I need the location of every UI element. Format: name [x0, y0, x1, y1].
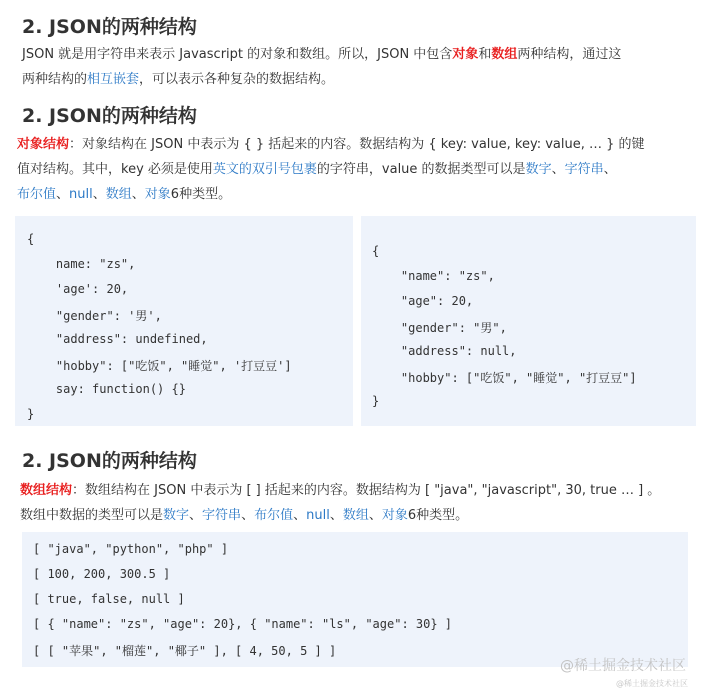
text-segment: ：对象结构在 JSON 中表示为 { } 括起来的内容。数据结构为 { key: value, key: value, … } 的键: [69, 137, 645, 152]
text-segment: 和: [478, 47, 492, 62]
paragraph-line: [22, 67, 621, 92]
section-1-heading: 2. JSON的两种结构: [22, 16, 197, 38]
highlight-blue-text: 对象: [144, 187, 171, 202]
section-2-paragraph: [17, 132, 645, 207]
highlight-blue-text: null: [69, 187, 93, 202]
paragraph-line: [20, 503, 660, 528]
highlight-red-text: 对象: [452, 47, 479, 62]
text-segment: 、: [189, 508, 203, 523]
text-segment: 、: [551, 162, 565, 177]
text-segment: 、: [293, 508, 307, 523]
code-line: }: [27, 407, 35, 421]
text-segment: 两种结构，通过这: [517, 47, 622, 62]
paragraph-line: [22, 42, 621, 67]
paragraph-line: [17, 157, 645, 182]
code-block-json-object: [361, 216, 696, 426]
text-segment: ，可以表示各种复杂的数据结构。: [139, 72, 335, 87]
code-line: "gender": '男',: [27, 309, 162, 323]
code-line: }: [372, 394, 380, 408]
section-2-heading: 2. JSON的两种结构: [22, 105, 197, 127]
text-segment: 、: [56, 187, 70, 202]
paragraph-line: [20, 478, 660, 503]
highlight-blue-text: 相互嵌套: [87, 72, 140, 87]
highlight-red-text: 数组结构: [20, 483, 73, 498]
highlight-blue-text: 布尔值: [254, 508, 294, 523]
text-segment: 、: [368, 508, 382, 523]
code-line: say: function() {}: [27, 382, 186, 396]
text-segment: 值对结构。其中，key 必须是使用: [17, 162, 213, 177]
code-line: {: [27, 232, 35, 246]
highlight-blue-text: 数组: [105, 187, 132, 202]
text-segment: 、: [92, 187, 106, 202]
text-segment: 、: [603, 162, 617, 177]
code-line: [ [ "苹果", "榴莲", "椰子" ], [ 4, 50, 5 ] ]: [33, 644, 337, 658]
code-line: {: [372, 244, 380, 258]
code-line: name: "zs",: [27, 257, 136, 271]
code-line: "hobby": ["吃饭", "睡觉", '打豆豆']: [27, 359, 292, 373]
highlight-blue-text: null: [306, 508, 330, 523]
code-line: [ true, false, null ]: [33, 592, 185, 606]
text-segment: 、: [131, 187, 145, 202]
code-line: [ { "name": "zs", "age": 20}, { "name": "ls", "age": 30} ]: [33, 617, 453, 631]
highlight-blue-text: 数字: [163, 508, 190, 523]
watermark-text: @稀土掘金技术社区: [560, 658, 686, 674]
paragraph-line: [17, 132, 645, 157]
code-block-js-object: [15, 216, 353, 426]
section-3-paragraph: [20, 478, 660, 528]
code-line: 'age': 20,: [27, 282, 129, 296]
code-line: "address": null,: [372, 344, 517, 358]
code-line: "hobby": ["吃饭", "睡觉", "打豆豆"]: [372, 371, 637, 385]
text-segment: 、: [329, 508, 343, 523]
text-segment: 的字符串，value 的数据类型可以是: [316, 162, 526, 177]
paragraph-line: [17, 182, 645, 207]
text-segment: 6种类型。: [170, 187, 232, 202]
text-segment: 数组中数据的类型可以是: [20, 508, 164, 523]
text-segment: 两种结构的: [22, 72, 88, 87]
code-line: "address": undefined,: [27, 332, 208, 346]
highlight-blue-text: 数组: [342, 508, 369, 523]
section-1-paragraph: [22, 42, 621, 92]
code-line: [ 100, 200, 300.5 ]: [33, 567, 171, 581]
watermark: [560, 655, 686, 675]
section-3-heading: 2. JSON的两种结构: [22, 450, 197, 472]
highlight-blue-text: 字符串: [564, 162, 604, 177]
code-line: [ "java", "python", "php" ]: [33, 542, 229, 556]
watermark-subtext: @稀土掘金技术社区: [616, 679, 688, 688]
highlight-red-text: 对象结构: [17, 137, 70, 152]
code-line: "age": 20,: [372, 294, 474, 308]
highlight-blue-text: 布尔值: [17, 187, 57, 202]
highlight-blue-text: 英文的双引号包裹: [212, 162, 317, 177]
highlight-blue-text: 数字: [525, 162, 552, 177]
code-line: "gender": "男",: [372, 321, 507, 335]
highlight-blue-text: 对象: [381, 508, 408, 523]
highlight-blue-text: 字符串: [202, 508, 242, 523]
highlight-red-text: 数组: [491, 47, 518, 62]
text-segment: 6种类型。: [407, 508, 469, 523]
text-segment: ：数组结构在 JSON 中表示为 [ ] 括起来的内容。数据结构为 [ "java", "javascript", 30, true … ] 。: [72, 483, 661, 498]
code-line: "name": "zs",: [372, 269, 495, 283]
code-block-json-arrays: [22, 532, 688, 667]
text-segment: 、: [241, 508, 255, 523]
text-segment: JSON 就是用字符串来表示 Javascript 的对象和数组。所以，JSON 中包含: [22, 47, 453, 62]
